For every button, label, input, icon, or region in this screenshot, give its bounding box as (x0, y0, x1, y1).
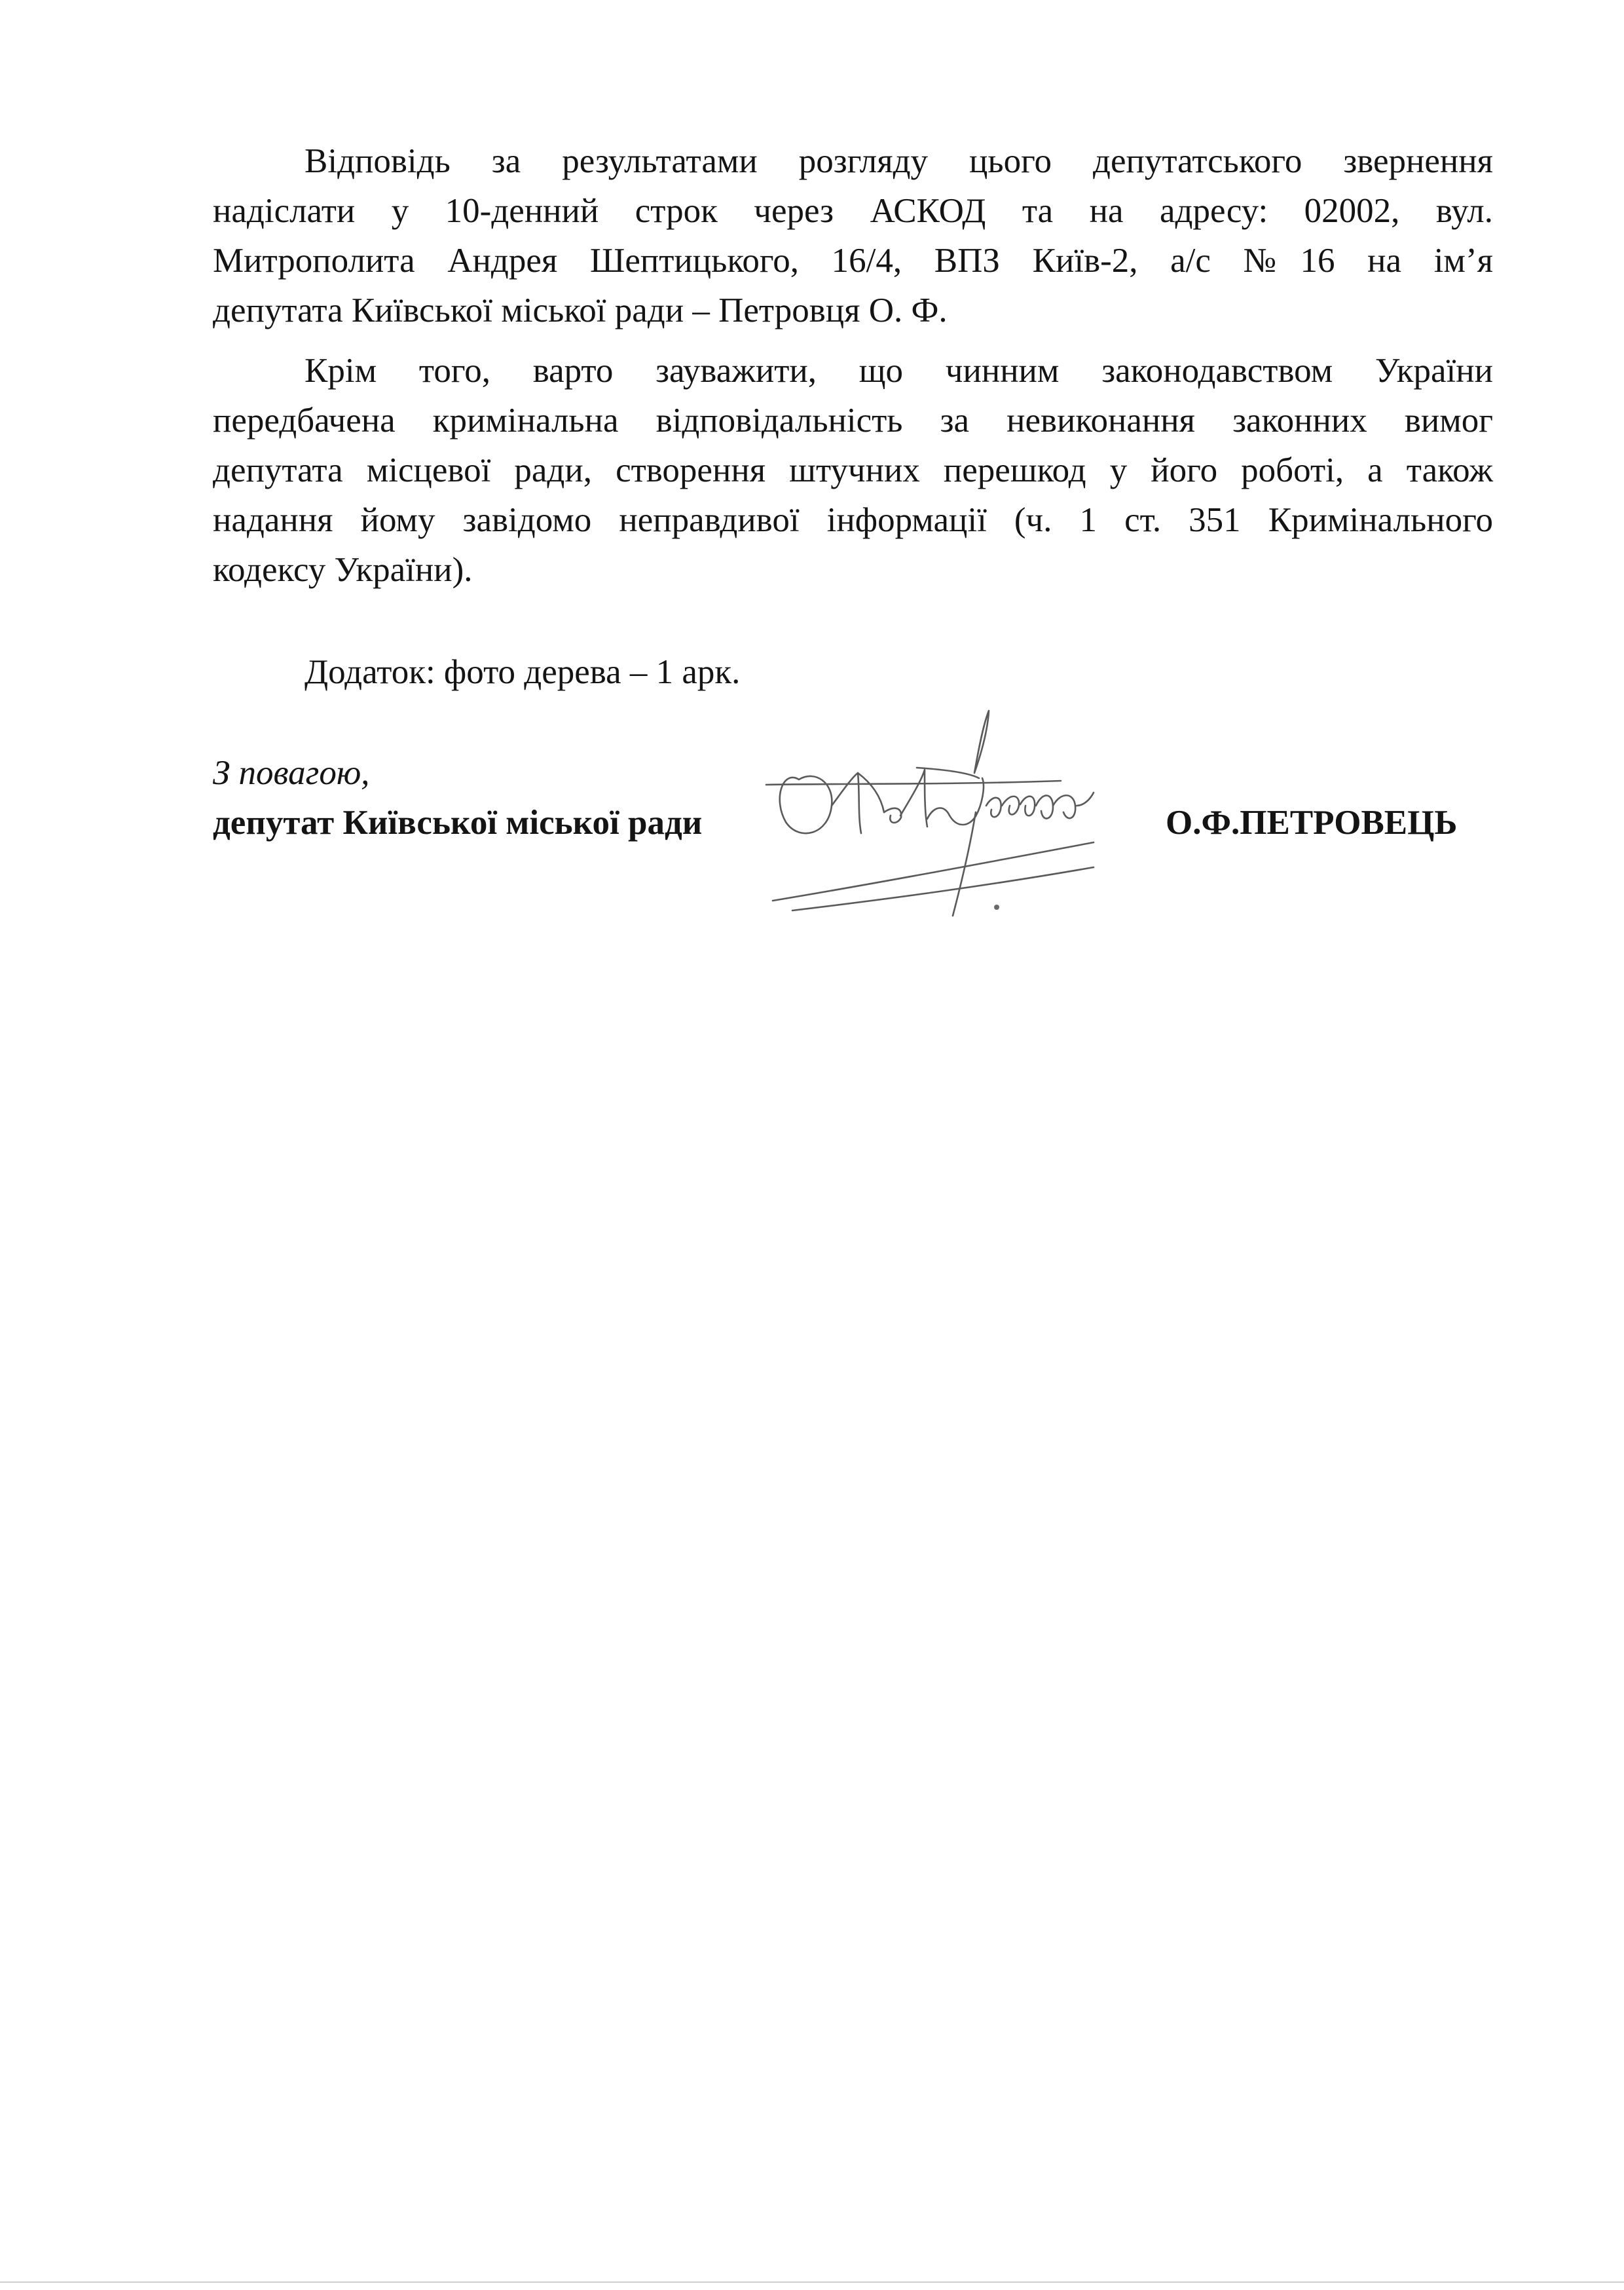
paragraph-line: Крім того, варто зауважити, що чинним законодавством України (304, 352, 1493, 390)
signer-position: депутат Київської міської ради (213, 804, 703, 842)
response-request-paragraph (213, 136, 1493, 335)
paragraph-line: Відповідь за результатами розгляду цього депутатського звернення (304, 142, 1493, 180)
signature-handwritten-text: О.Петровець (760, 931, 804, 939)
signer-name: О.Ф.ПЕТРОВЕЦЬ (1166, 804, 1458, 842)
liability-warning-paragraph (213, 346, 1493, 595)
scan-edge-line (0, 2281, 1624, 2283)
attachment-note: Додаток: фото дерева – 1 арк. (304, 653, 741, 691)
paragraph-line: кодексу України). (213, 551, 473, 589)
paragraph-line: надання йому завідомо неправдивої інформації (ч. 1 ст. 351 Кримінального (213, 501, 1493, 539)
paragraph-line: Митрополита Андрея Шептицького, 16/4, ВПЗ Київ-2, а/с №16 на ім’я (213, 242, 1493, 280)
paragraph-line: депутата місцевої ради, створення штучних перешкод у його роботі, а також (213, 451, 1493, 489)
paragraph-line: депутата Київської міської ради – Петровця О. Ф. (213, 291, 948, 329)
closing-phrase: З повагою, (213, 754, 370, 792)
handwritten-signature (753, 707, 1159, 943)
paragraph-line: передбачена кримінальна відповідальність за невиконання законних вимог (213, 402, 1493, 440)
paragraph-line: надіслати у 10-денний строк через АСКОД та на адресу: 02002, вул. (213, 192, 1493, 230)
